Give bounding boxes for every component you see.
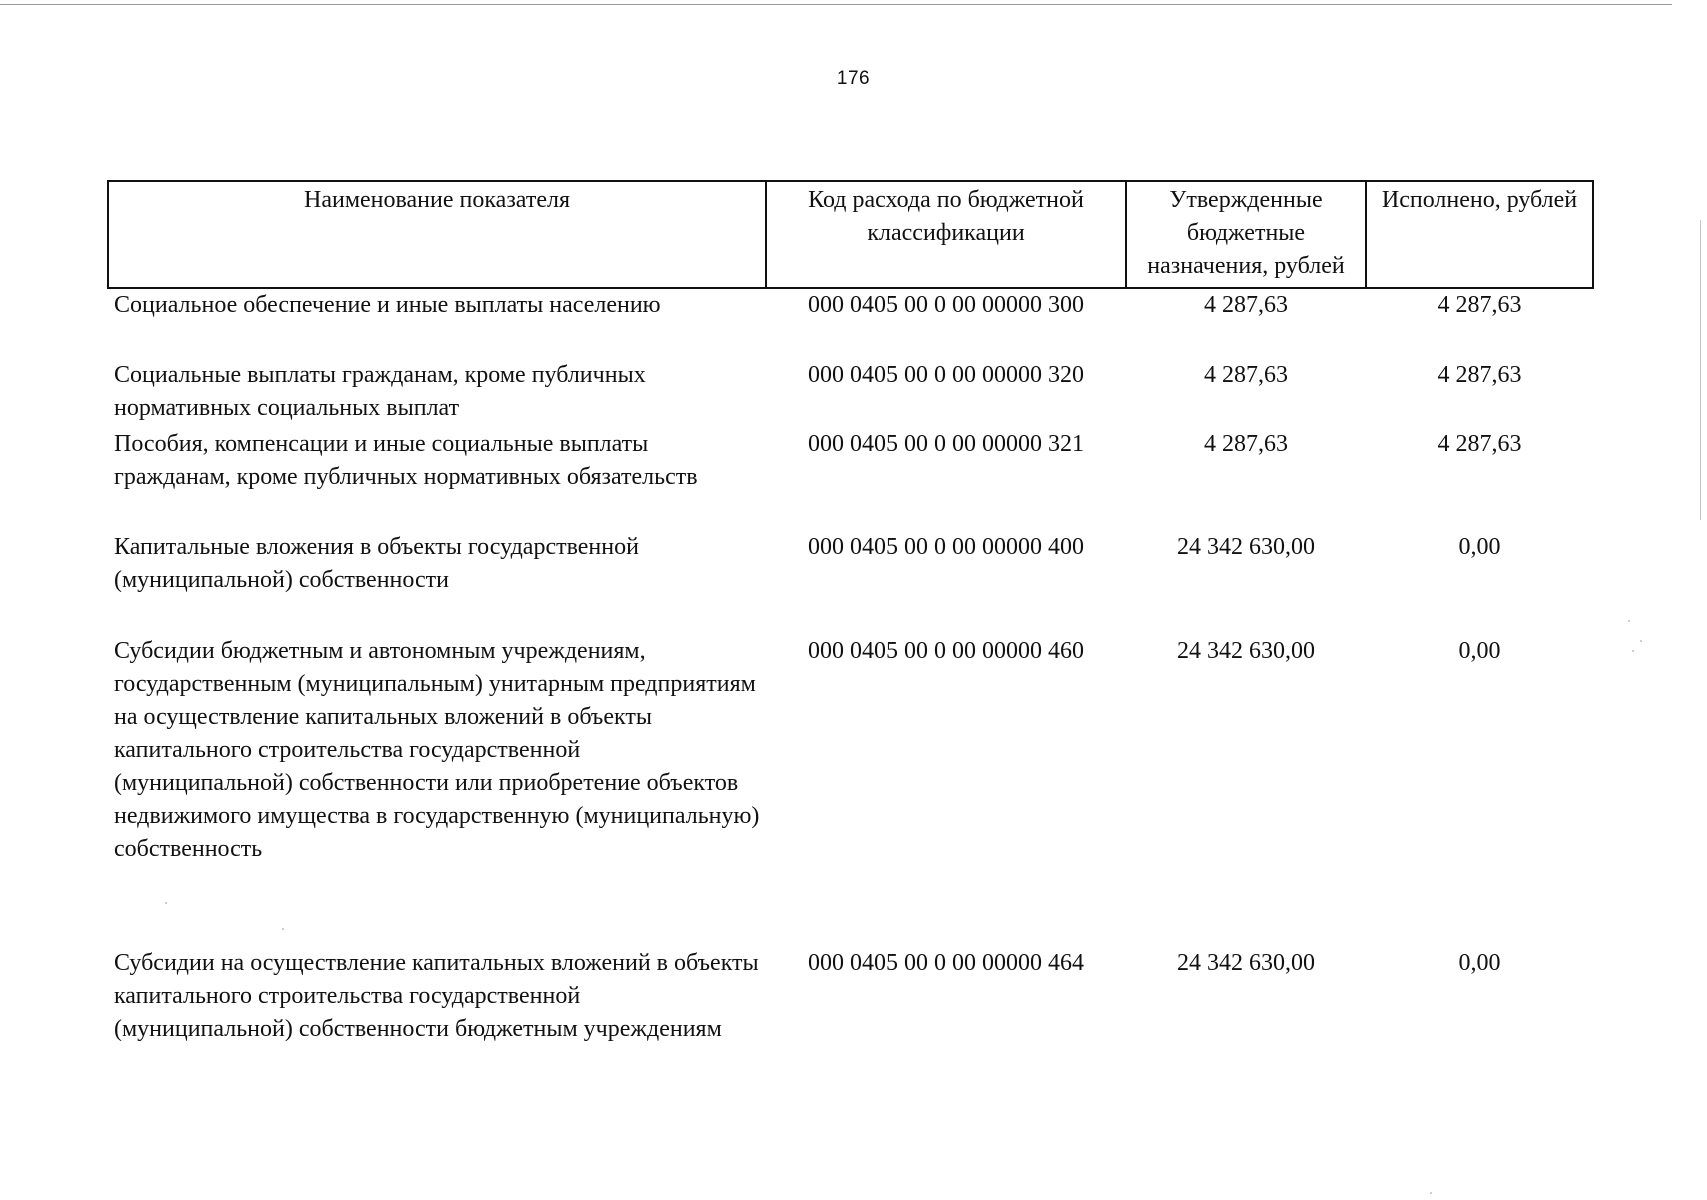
header-approved-amount: Утвержденные бюджетные назначения, рублей xyxy=(1126,181,1366,288)
row-indicator-name: Социальное обеспечение и иные выплаты населению xyxy=(114,292,661,318)
header-budget-code: Код расхода по бюджетной классификации xyxy=(766,181,1126,288)
scan-edge-line xyxy=(0,4,1672,5)
table-row xyxy=(108,359,1593,428)
scan-edge-line-right xyxy=(1700,220,1701,520)
budget-execution-table xyxy=(107,180,1594,1087)
table-row xyxy=(108,947,1593,1087)
scan-speck xyxy=(1628,620,1630,622)
row-budget-code: 000 0405 00 0 00 00000 400 xyxy=(808,534,1084,560)
row-approved-amount: 4 287,63 xyxy=(1204,362,1288,388)
scan-speck xyxy=(165,902,167,904)
row-indicator-name: Субсидии бюджетным и автономным учреждениям, государственным (муниципальным) унитарным предприятиям на осуществление капитальных вложений в объекты капитального строительства государственной (муниципальной) собственности или приобретение объектов недвижимого имущества в государственную (муниципальную) собственность xyxy=(114,638,760,862)
row-indicator-name: Пособия, компенсации и иные социальные выплаты гражданам, кроме публичных нормативных обязательств xyxy=(114,431,698,490)
row-indicator-name: Капитальные вложения в объекты государственной (муниципальной) собственности xyxy=(114,534,639,593)
row-approved-amount: 24 342 630,00 xyxy=(1177,534,1315,560)
row-executed-amount: 4 287,63 xyxy=(1437,292,1522,318)
table-body xyxy=(108,288,1593,1087)
row-indicator-name: Социальные выплаты гражданам, кроме публичных нормативных социальных выплат xyxy=(114,362,646,421)
row-approved-amount: 24 342 630,00 xyxy=(1177,950,1315,976)
page-number: 176 xyxy=(836,68,871,89)
row-budget-code: 000 0405 00 0 00 00000 300 xyxy=(808,292,1084,318)
row-executed-amount: 4 287,63 xyxy=(1437,362,1522,388)
table-row xyxy=(108,428,1593,531)
row-executed-amount: 0,00 xyxy=(1458,638,1501,664)
row-approved-amount: 4 287,63 xyxy=(1204,292,1288,318)
row-indicator-name: Субсидии на осуществление капитальных вложений в объекты капитального строительства государственной (муниципальной) собственности бюджетным учреждениям xyxy=(114,950,759,1042)
table-row xyxy=(108,635,1593,947)
row-executed-amount: 4 287,63 xyxy=(1437,431,1522,457)
scan-speck xyxy=(1430,1192,1432,1194)
row-budget-code: 000 0405 00 0 00 00000 321 xyxy=(808,431,1084,457)
table-row xyxy=(108,531,1593,635)
row-executed-amount: 0,00 xyxy=(1458,534,1501,560)
table-row xyxy=(108,288,1593,359)
scan-speck xyxy=(1632,650,1634,652)
table-header xyxy=(108,181,1593,288)
row-budget-code: 000 0405 00 0 00 00000 320 xyxy=(808,362,1084,388)
scan-speck xyxy=(282,928,284,930)
row-budget-code: 000 0405 00 0 00 00000 464 xyxy=(808,950,1084,976)
scan-speck xyxy=(1640,640,1642,642)
row-budget-code: 000 0405 00 0 00 00000 460 xyxy=(808,638,1084,664)
header-indicator-name: Наименование показателя xyxy=(108,181,766,288)
row-approved-amount: 24 342 630,00 xyxy=(1177,638,1315,664)
row-executed-amount: 0,00 xyxy=(1458,950,1501,976)
row-approved-amount: 4 287,63 xyxy=(1204,431,1288,457)
header-row xyxy=(108,181,1593,288)
header-executed-amount: Исполнено, рублей xyxy=(1366,181,1593,288)
